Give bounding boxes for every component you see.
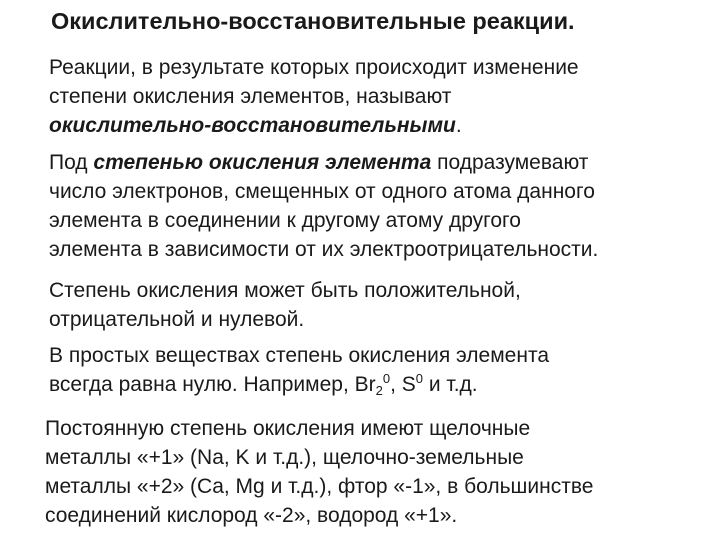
text-tail: подразумевают: [431, 151, 589, 174]
superscript: 0: [415, 371, 423, 386]
text-line: число электронов, смещенных от одного атома данного: [49, 180, 595, 203]
text-line: степени окисления элементов, называют: [49, 85, 452, 108]
period: .: [455, 114, 462, 137]
term-redox: окислительно-восстановительными: [49, 114, 456, 137]
paragraph-redox-definition: [49, 53, 579, 140]
text-line: элемента в соединении к другому атому другого: [49, 209, 521, 232]
text-line: [49, 148, 598, 177]
text-line: отрицательной и нулевой.: [49, 308, 305, 331]
text-separator: , S: [390, 373, 416, 396]
subscript: 2: [375, 383, 383, 398]
paragraph-constant-states: [45, 414, 593, 530]
text-line: [49, 370, 549, 399]
text-line: [49, 111, 579, 140]
text-line: Степень окисления может быть положительной,: [49, 279, 521, 302]
text-line: Постоянную степень окисления имеют щелочные: [45, 417, 531, 440]
superscript: 0: [382, 371, 391, 386]
paragraph-oxidation-state-definition: [49, 148, 598, 264]
text-line: В простых веществах степень окисления элемента: [49, 344, 550, 367]
text-end: и т.д.: [423, 373, 478, 396]
text-line: металлы «+2» (Ca, Mg и т.д.), фтор «-1», в большинстве: [45, 475, 594, 498]
paragraph-sign-of-state: [49, 276, 521, 334]
term-oxidation-state: степенью окисления элемента: [93, 151, 432, 174]
text-line: Реакции, в результате которых происходит изменение: [49, 56, 579, 79]
text-line: элемента в зависимости от их электроотрицательности.: [49, 238, 599, 261]
text-line: соединений кислород «-2», водород «+1».: [45, 504, 458, 527]
text-lead: Под: [49, 151, 94, 174]
text-example: всегда равна нулю. Например, Br: [49, 373, 376, 396]
paragraph-simple-substances: [49, 341, 549, 399]
slide-title: Окислительно-восстановительные реакции.: [51, 8, 575, 34]
text-line: металлы «+1» (Na, K и т.д.), щелочно-земельные: [45, 446, 524, 469]
